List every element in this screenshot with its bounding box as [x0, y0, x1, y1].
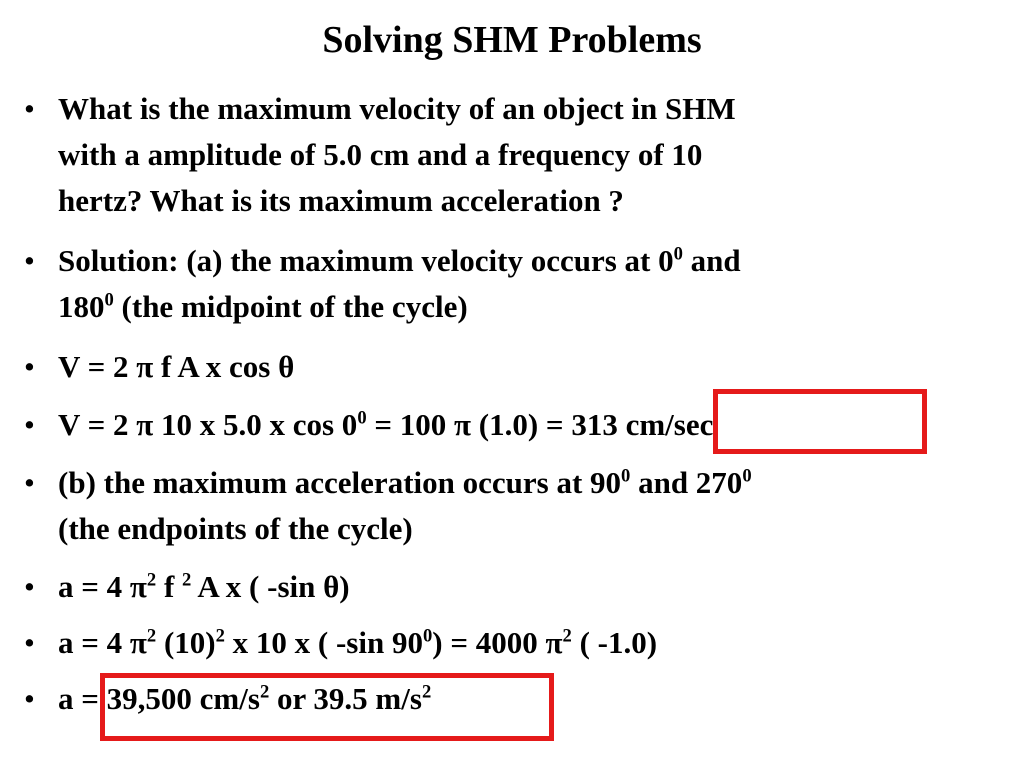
accel-calc-part: a = 4 π [58, 625, 147, 660]
accel-calc-part: (10) [156, 625, 216, 660]
question-line-1: What is the maximum velocity of an object in SHM [58, 91, 736, 126]
bullet-dot: • [24, 625, 35, 660]
bullet-solution-a [24, 238, 984, 330]
bullet-dot: • [24, 243, 35, 278]
squared-superscript: 2 [421, 681, 432, 703]
solution-a-text: Solution: (a) the maximum velocity occurs at 0 [58, 243, 674, 278]
bullet-velocity-calc [24, 402, 984, 448]
accel-formula-part: A x ( -sin θ) [191, 569, 350, 604]
solution-a-note: (the midpoint of the cycle) [113, 289, 468, 324]
bullet-dot: • [24, 91, 35, 126]
bullet-dot: • [24, 465, 35, 500]
solution-b-note: (the endpoints of the cycle) [58, 511, 413, 546]
bullet-dot: • [24, 681, 35, 716]
bullet-acceleration-result [24, 676, 984, 722]
velocity-calc-text-2: = 100 π (1.0) = [366, 407, 572, 442]
bullet-velocity-formula [24, 344, 984, 390]
degree-superscript: 0 [621, 465, 631, 487]
solution-b-text-2: and 270 [630, 465, 743, 500]
accel-formula-part: f [156, 569, 183, 604]
degree-superscript: 0 [357, 407, 367, 429]
degree-superscript: 0 [742, 465, 752, 487]
bullet-solution-b [24, 460, 984, 552]
bullet-question [24, 86, 984, 224]
degree-superscript: 0 [673, 243, 683, 265]
solution-a-angle: 180 [58, 289, 105, 324]
accel-calc-part: x 10 x ( -sin 90 [224, 625, 423, 660]
accel-result-part: a = 39,500 cm/s [58, 681, 260, 716]
squared-superscript: 2 [146, 625, 157, 647]
squared-superscript: 2 [259, 681, 270, 703]
degree-superscript: 0 [104, 289, 114, 311]
bullet-acceleration-formula [24, 564, 984, 610]
squared-superscript: 2 [562, 625, 572, 647]
bullet-dot: • [24, 349, 35, 384]
solution-a-text-2: and [682, 243, 741, 278]
squared-superscript: 2 [215, 625, 225, 647]
bullet-dot: • [24, 407, 35, 442]
slide-title: Solving SHM Problems [322, 19, 702, 61]
velocity-formula: V = 2 π f A x cos θ [58, 349, 295, 384]
accel-formula-part: a = 4 π [58, 569, 147, 604]
bullet-dot: • [24, 569, 35, 604]
squared-superscript: 2 [182, 569, 192, 591]
solution-b-text: (b) the maximum acceleration occurs at 90 [58, 465, 622, 500]
question-line-2: with a amplitude of 5.0 cm and a frequency of 10 [58, 137, 703, 172]
question-line-3: hertz? What is its maximum acceleration ? [58, 183, 624, 218]
accel-calc-part: ( -1.0) [571, 625, 658, 660]
accel-calc-part: ) = 4000 π [432, 625, 563, 660]
squared-superscript: 2 [146, 569, 157, 591]
velocity-calc-text: V = 2 π 10 x 5.0 x cos 0 [58, 407, 358, 442]
velocity-result: 313 cm/sec [571, 407, 714, 442]
accel-result-part: or 39.5 m/s [269, 681, 422, 716]
degree-superscript: 0 [422, 625, 433, 647]
bullet-acceleration-calc [24, 620, 984, 666]
